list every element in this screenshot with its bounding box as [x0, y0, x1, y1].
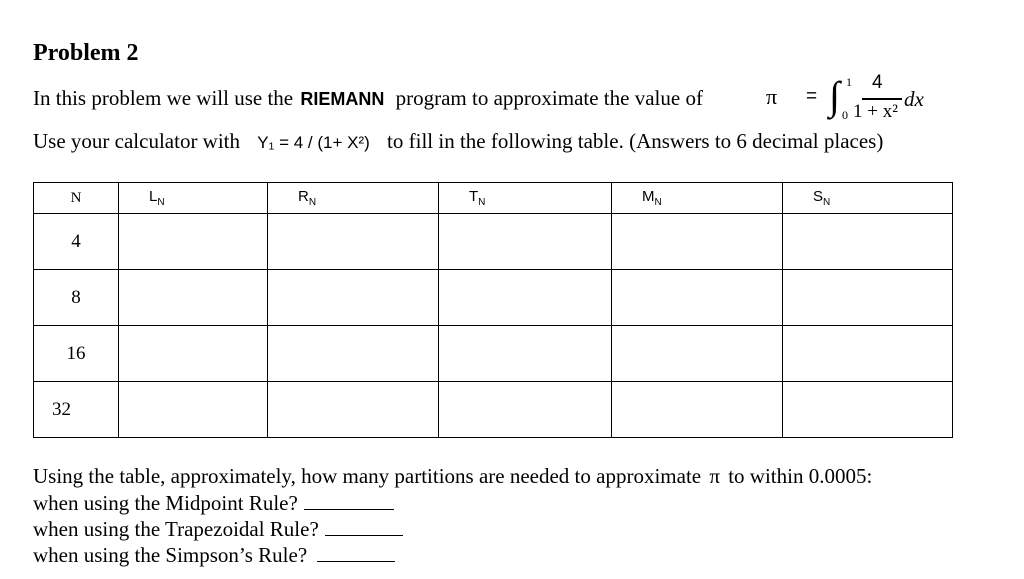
- lead-text-before: Using the table, approximately, how many partitions are needed to approximate: [33, 464, 702, 488]
- header-sn: [783, 183, 953, 214]
- simpson-answer-blank[interactable]: [317, 560, 395, 562]
- header-n-label: N: [70, 189, 82, 206]
- row-n-value: 16: [34, 326, 119, 382]
- cell-mn[interactable]: [612, 270, 783, 326]
- header-ln-label: L: [149, 188, 158, 205]
- calculator-sentence: [33, 129, 883, 154]
- cell-ln[interactable]: [119, 270, 268, 326]
- header-tn-label: T: [469, 188, 479, 205]
- intro-text-before: In this problem we will use the: [33, 86, 294, 110]
- table-row: [34, 382, 953, 438]
- cell-ln[interactable]: [119, 214, 268, 270]
- cell-tn[interactable]: [439, 214, 612, 270]
- integral-sign: ∫: [829, 73, 840, 118]
- questions-lead: [33, 464, 872, 489]
- cell-mn[interactable]: [612, 382, 783, 438]
- header-rn-label: R: [298, 188, 309, 205]
- cell-sn[interactable]: [783, 214, 953, 270]
- cell-rn[interactable]: [268, 382, 439, 438]
- row-n-value: 8: [34, 270, 119, 326]
- question-simpson: [33, 543, 395, 568]
- header-mn-sub: N: [654, 197, 662, 208]
- formula-differential: dx: [904, 87, 924, 111]
- fraction-bar: [862, 98, 902, 100]
- cell-tn[interactable]: [439, 382, 612, 438]
- question-trapezoidal: [33, 517, 403, 542]
- header-rn: [268, 183, 439, 214]
- cell-tn[interactable]: [439, 326, 612, 382]
- header-sn-sub: N: [823, 197, 831, 208]
- question-trapezoidal-label: when using the Trapezoidal Rule?: [33, 517, 319, 541]
- trapezoidal-answer-blank[interactable]: [325, 534, 403, 536]
- program-name: RIEMANN: [300, 89, 385, 109]
- cell-sn[interactable]: [783, 326, 953, 382]
- question-simpson-label: when using the Simpson’s Rule?: [33, 543, 308, 567]
- calc-text-after: to fill in the following table. (Answers to 6 decimal places): [387, 129, 884, 153]
- approximation-table: [33, 182, 953, 438]
- cell-mn[interactable]: [612, 214, 783, 270]
- header-rn-sub: N: [308, 197, 317, 208]
- cell-sn[interactable]: [783, 270, 953, 326]
- cell-ln[interactable]: [119, 326, 268, 382]
- cell-rn[interactable]: [268, 214, 439, 270]
- table-header-row: [34, 183, 953, 214]
- header-ln-sub: N: [157, 197, 165, 208]
- intro-sentence: [33, 86, 703, 111]
- lead-pi-symbol: π: [709, 464, 720, 488]
- cell-sn[interactable]: [783, 382, 953, 438]
- integral-lower-limit: 0: [842, 108, 848, 122]
- formula-denominator: 1 + x²: [853, 101, 898, 122]
- header-tn: [439, 183, 612, 214]
- problem-title: Problem 2: [33, 40, 139, 66]
- midpoint-answer-blank[interactable]: [304, 508, 394, 510]
- table-row: [34, 214, 953, 270]
- formula-equals: =: [806, 86, 818, 107]
- row-n-value: 4: [34, 214, 119, 270]
- row-n-value: 32: [34, 382, 119, 438]
- header-mn: [612, 183, 783, 214]
- integral-upper-limit: 1: [846, 75, 852, 89]
- lead-text-after: to within 0.0005:: [728, 464, 873, 488]
- table-row: [34, 270, 953, 326]
- header-mn-label: M: [642, 188, 655, 205]
- cell-ln[interactable]: [119, 382, 268, 438]
- cell-rn[interactable]: [268, 326, 439, 382]
- question-midpoint-label: when using the Midpoint Rule?: [33, 491, 298, 515]
- header-tn-sub: N: [478, 197, 486, 208]
- formula-numerator: 4: [872, 72, 883, 93]
- header-sn-label: S: [813, 188, 824, 205]
- cell-mn[interactable]: [612, 326, 783, 382]
- intro-text-after: program to approximate the value of: [395, 86, 703, 110]
- question-midpoint: [33, 491, 394, 516]
- table-row: [34, 326, 953, 382]
- header-n: [34, 183, 119, 214]
- formula-pi: π: [766, 84, 778, 109]
- calc-function: Y₁ = 4 / (1+ X²): [257, 133, 370, 152]
- header-ln: [119, 183, 268, 214]
- cell-rn[interactable]: [268, 270, 439, 326]
- cell-tn[interactable]: [439, 270, 612, 326]
- calc-text-before: Use your calculator with: [33, 129, 241, 153]
